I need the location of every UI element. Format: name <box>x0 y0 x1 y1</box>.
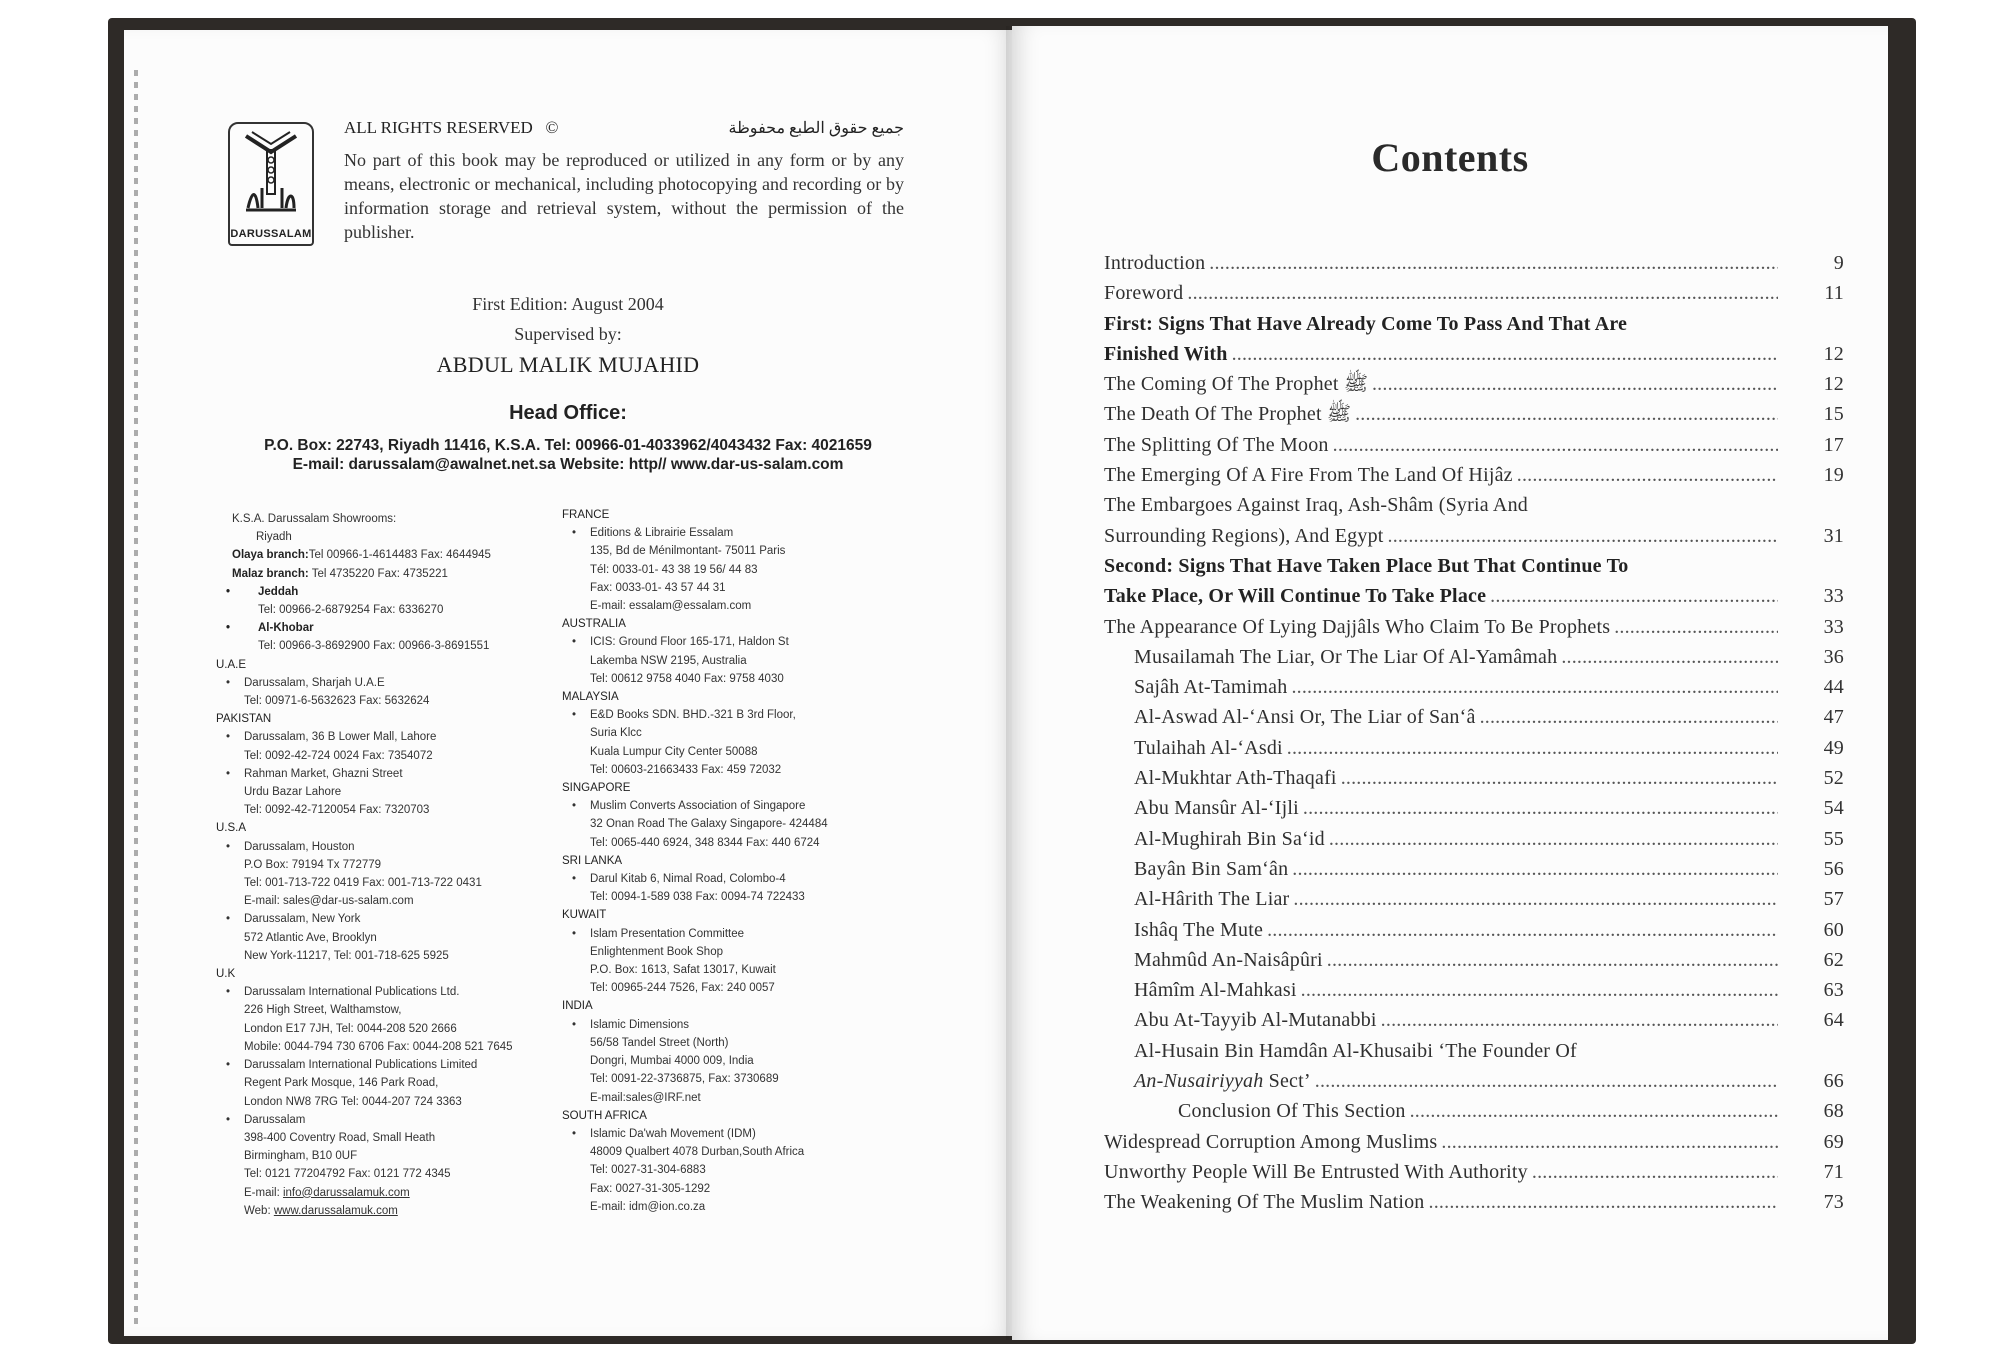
toc-page-number: 73 <box>1823 1191 1844 1214</box>
fr-fax: Fax: 0033-01- 43 57 44 31 <box>590 581 726 594</box>
toc-entry-label: Ishâq The Mute <box>1134 918 1264 941</box>
us-item-1-tel: Tel: 001-713-722 0419 Fax: 001-713-722 0431 <box>244 877 482 890</box>
toc-leader-dots <box>1441 1127 1778 1157</box>
toc-entry-label: The Appearance Of Lying Dajjâls Who Claim To Be Prophets <box>1104 615 1611 638</box>
toc-leader-dots <box>1381 1005 1778 1035</box>
uae-tel: Tel: 00971-6-5632623 Fax: 5632624 <box>244 695 430 708</box>
toc-entry-label: Surrounding Regions), And Egypt <box>1104 524 1384 547</box>
toc-entry[interactable] <box>1104 733 1844 763</box>
toc-entry-title <box>1134 915 1782 945</box>
toc-entry-label: The Emerging Of A Fire From The Land Of Hijâz <box>1104 464 1513 487</box>
toc-entry-label: Abu At-Tayyib Al-Mutanabbi <box>1134 1009 1377 1032</box>
copyright-page <box>124 30 1012 1336</box>
uae-heading: U.A.E <box>216 658 247 671</box>
toc-entry-text <box>1104 581 1486 611</box>
toc-leader-dots <box>1614 612 1778 642</box>
copyright-icon: © <box>545 118 559 137</box>
toc-leader-dots <box>1267 915 1778 945</box>
uk-item-3-web <box>216 1202 546 1220</box>
head-office-line2: E-mail: darussalam@awalnet.net.sa Website: http// www.dar-us-salam.com <box>292 456 844 473</box>
toc-entry[interactable] <box>1104 793 1844 823</box>
za-tel: Tel: 0027-31-304-6883 <box>590 1164 706 1177</box>
toc-leader-dots <box>1327 945 1778 975</box>
supervisor-name: ABDUL MALIK MUJAHID <box>436 352 700 377</box>
logo-emblem-icon <box>242 130 300 216</box>
toc-entry-title <box>1134 763 1782 793</box>
toc-page-number: 47 <box>1823 706 1844 729</box>
za-item: • Islamic Da'wah Movement (IDM) <box>562 1125 882 1143</box>
toc-page-number: 52 <box>1823 767 1844 790</box>
malaz-text: Tel 4735220 Fax: 4735221 <box>311 567 448 580</box>
uk-item-3-tel: Tel: 0121 77204792 Fax: 0121 772 4345 <box>244 1168 451 1181</box>
toc-page-number: 62 <box>1823 948 1844 971</box>
toc-entry[interactable] <box>1104 763 1844 793</box>
my-tel: Tel: 00603-21663433 Fax: 459 72032 <box>590 763 782 776</box>
toc-leader-dots <box>1388 521 1778 551</box>
toc-entry-text <box>1104 460 1513 490</box>
toc-entry[interactable] <box>1104 551 1844 612</box>
toc-leader-dots <box>1187 278 1778 308</box>
toc-page-number: 64 <box>1823 1009 1844 1032</box>
za-addr: 48009 Qualbert 4078 Durban,South Africa <box>590 1146 805 1159</box>
malaz-branch <box>216 565 546 583</box>
usa-heading: U.S.A <box>216 822 247 835</box>
sg-addr: 32 Onan Road The Galaxy Singapore- 424484 <box>590 818 828 831</box>
au-addr: Lakemba NSW 2195, Australia <box>590 654 747 667</box>
uk-item-3-email <box>216 1184 546 1202</box>
toc-leader-dots <box>1429 1187 1778 1217</box>
contents-title: Contents <box>1371 135 1529 180</box>
head-office-contact <box>124 436 1012 474</box>
toc-leader-dots <box>1341 763 1778 793</box>
toc-entry[interactable] <box>1104 915 1844 945</box>
toc-entry-label: The Coming Of The Prophet ﷺ <box>1104 373 1368 396</box>
za-email: E-mail: idm@ion.co.za <box>590 1200 706 1213</box>
toc-entry-label: Al-Mughirah Bin Sa‘id <box>1134 827 1325 850</box>
uk-item-2: • Darussalam International Publications Limited <box>216 1056 546 1074</box>
head-office-title: Head Office: <box>509 402 627 424</box>
edition-line: First Edition: August 2004 <box>472 294 664 314</box>
toc-entry[interactable] <box>1104 278 1844 308</box>
toc-entry[interactable] <box>1104 642 1844 672</box>
toc-leader-dots <box>1232 339 1778 369</box>
toc-entry-label: Sajâh At-Tamimah <box>1134 676 1288 699</box>
uk-item-3: • Darussalam <box>216 1111 546 1129</box>
srilanka-heading: SRI LANKA <box>562 854 623 867</box>
uk-item-1-addr: 226 High Street, Walthamstow, <box>244 1004 402 1017</box>
toc-entry-label: The Death Of The Prophet ﷺ <box>1104 403 1352 426</box>
toc-entry-text <box>1134 945 1323 975</box>
uk-web-link[interactable]: www.darussalamuk.com <box>273 1204 398 1217</box>
au-tel: Tel: 00612 9758 4040 Fax: 9758 4030 <box>590 672 784 685</box>
ksa-title: K.S.A. Darussalam Showrooms: <box>232 513 397 525</box>
khobar-tel: Tel: 00966-3-8692900 Fax: 00966-3-8691551 <box>258 640 490 653</box>
toc-entry-label: Widespread Corruption Among Muslims <box>1104 1130 1438 1153</box>
toc-entry[interactable] <box>1104 975 1844 1005</box>
rights-title <box>344 118 558 138</box>
pk-item-2: • Rahman Market, Ghazni Street <box>216 765 546 783</box>
toc-leader-dots <box>1209 248 1778 278</box>
toc-entry-label: Sect’ <box>1263 1070 1311 1093</box>
toc-leader-dots <box>1329 824 1778 854</box>
toc-entry-line1: Second: Signs That Have Taken Place But That Continue To <box>1104 554 1629 577</box>
sg-tel: Tel: 0065-440 6924, 348 8344 Fax: 440 6724 <box>590 836 820 849</box>
khobar-item: • Al-Khobar <box>216 619 546 637</box>
toc-entry[interactable] <box>1104 1096 1844 1126</box>
toc-entry[interactable] <box>1104 369 1844 399</box>
toc-entry-title <box>1134 884 1782 914</box>
toc-entry-title <box>1134 1005 1782 1035</box>
toc-entry-label: Hâmîm Al-Mahkasi <box>1134 979 1297 1002</box>
toc-entry[interactable] <box>1104 309 1844 370</box>
logo-brand: DARUSSALAM <box>230 228 312 240</box>
toc-page-number: 17 <box>1823 433 1844 456</box>
toc-entry-text <box>1104 1187 1425 1217</box>
supervised-label: Supervised by: <box>514 324 622 344</box>
toc-leader-dots <box>1291 672 1778 702</box>
us-item-1-box: P.O Box: 79194 Tx 772779 <box>244 858 382 871</box>
toc-entry-label: Introduction <box>1104 252 1206 274</box>
au-item: • ICIS: Ground Floor 165-171, Haldon St <box>562 633 882 651</box>
page-edge <box>134 70 138 1330</box>
toc-entry-title <box>1104 1127 1782 1157</box>
toc-entry-title <box>1134 733 1782 763</box>
pakistan-heading: PAKISTAN <box>216 713 272 726</box>
toc-entry-title <box>1104 430 1782 460</box>
toc-entry-text <box>1134 672 1287 702</box>
rights-block <box>344 118 904 244</box>
toc-entry-text <box>1134 702 1476 732</box>
us-item-1: • Darussalam, Houston <box>216 838 546 856</box>
toc-entry-title <box>1104 278 1782 308</box>
pk-item-1: • Darussalam, 36 B Lower Mall, Lahore <box>216 728 546 746</box>
toc-entry-text <box>1134 763 1337 793</box>
toc-page-number: 33 <box>1823 615 1844 638</box>
toc-page-number: 15 <box>1823 403 1844 426</box>
toc-page-number: 68 <box>1823 1100 1844 1123</box>
table-of-contents <box>1104 248 1844 1218</box>
toc-entry-title <box>1134 793 1782 823</box>
toc-entry-label: Unworthy People Will Be Entrusted With Authority <box>1104 1160 1528 1183</box>
my-item: • E&D Books SDN. BHD.-321 B 3rd Floor, <box>562 706 882 724</box>
jeddah-tel: Tel: 00966-2-6879254 Fax: 6336270 <box>258 604 444 617</box>
toc-leader-dots <box>1333 430 1778 460</box>
malaysia-heading: MALAYSIA <box>562 691 619 704</box>
us-item-1-email: E-mail: sales@dar-us-salam.com <box>244 895 414 908</box>
toc-leader-dots <box>1303 793 1778 823</box>
kuwait-heading: KUWAIT <box>562 909 607 922</box>
toc-entry[interactable] <box>1104 490 1844 551</box>
jeddah-item: • Jeddah <box>216 583 546 601</box>
uk-item-2-tel: London NW8 7RG Tel: 0044-207 724 3363 <box>244 1095 462 1108</box>
toc-entry-title <box>1104 248 1782 278</box>
kw-item: • Islam Presentation Committee <box>562 925 882 943</box>
darussalam-logo <box>228 122 314 246</box>
us-item-2-addr: 572 Atlantic Ave, Brooklyn <box>244 931 377 944</box>
toc-entry-text <box>1104 430 1329 460</box>
toc-entry-label: Conclusion Of This Section <box>1178 1100 1406 1123</box>
toc-entry[interactable] <box>1104 1036 1844 1097</box>
toc-entry-text <box>1134 884 1289 914</box>
toc-page-number: 9 <box>1833 252 1844 274</box>
toc-page-number: 69 <box>1823 1130 1844 1153</box>
toc-entry-title <box>1104 460 1782 490</box>
in-item: • Islamic Dimensions <box>562 1016 882 1034</box>
toc-entry-label: Mahmûd An-Naisâpûri <box>1134 948 1323 971</box>
toc-entry-text <box>1134 1066 1311 1096</box>
toc-page-number: 57 <box>1823 888 1844 911</box>
toc-leader-dots <box>1301 975 1778 1005</box>
fr-item: • Editions & Librairie Essalam <box>562 524 882 542</box>
toc-entry-title <box>1134 824 1782 854</box>
toc-entry-title <box>1134 1066 1782 1096</box>
toc-entry-label: Tulaihah Al-‘Asdi <box>1134 736 1283 759</box>
toc-entry-label: Al-Mukhtar Ath-Thaqafi <box>1134 767 1337 790</box>
toc-leader-dots <box>1287 733 1778 763</box>
toc-page-number: 60 <box>1823 918 1844 941</box>
toc-entry-label: Al-Aswad Al-‘Ansi Or, The Liar of San‘â <box>1134 706 1476 729</box>
toc-page-number: 54 <box>1823 797 1844 820</box>
singapore-heading: SINGAPORE <box>562 782 631 795</box>
head-office-line1: P.O. Box: 22743, Riyadh 11416, K.S.A. Tel: 00966-01-4033962/4043432 Fax: 4021659 <box>264 437 872 454</box>
toc-entry-title <box>1134 975 1782 1005</box>
toc-entry-title <box>1134 702 1782 732</box>
uae-item: • Darussalam, Sharjah U.A.E <box>216 674 546 692</box>
showrooms-column-1 <box>216 510 546 1220</box>
toc-entry-text <box>1104 521 1384 551</box>
uk-item-2-addr: Regent Park Mosque, 146 Park Road, <box>244 1077 439 1090</box>
fr-email: E-mail: essalam@essalam.com <box>590 600 752 613</box>
toc-leader-dots <box>1315 1066 1778 1096</box>
toc-entry[interactable] <box>1104 248 1844 278</box>
toc-entry-title <box>1104 339 1782 369</box>
toc-entry-label: Musailamah The Liar, Or The Liar Of Al-Yamâmah <box>1134 645 1558 668</box>
uk-email-link[interactable]: info@darussalamuk.com <box>282 1186 410 1199</box>
toc-page-number: 55 <box>1823 827 1844 850</box>
toc-entry-label: The Splitting Of The Moon <box>1104 433 1329 456</box>
us-item-2-tel: New York-11217, Tel: 001-718-625 5925 <box>244 949 449 962</box>
toc-leader-dots <box>1355 399 1778 429</box>
toc-page-number: 31 <box>1823 524 1844 547</box>
my-city: Kuala Lumpur City Center 50088 <box>590 745 758 758</box>
toc-page-number: 44 <box>1823 676 1844 699</box>
toc-leader-dots <box>1532 1157 1778 1187</box>
toc-entry-line1: Al-Husain Bin Hamdân Al-Khusaibi ‘The Founder Of <box>1134 1039 1577 1062</box>
toc-entry-title <box>1134 854 1782 884</box>
contents-page <box>1012 26 1888 1340</box>
toc-entry-label: Foreword <box>1104 282 1184 305</box>
za-fax: Fax: 0027-31-305-1292 <box>590 1182 711 1195</box>
in-email: E-mail:sales@IRF.net <box>590 1091 701 1104</box>
toc-entry-text <box>1104 1127 1437 1157</box>
toc-leader-dots <box>1490 581 1778 611</box>
toc-entry-label: Abu Mansûr Al-‘Ijli <box>1134 797 1299 820</box>
toc-entry-text <box>1104 339 1228 369</box>
uk-item-3-city: Birmingham, B10 0UF <box>244 1150 358 1163</box>
toc-entry-text <box>1134 824 1325 854</box>
toc-leader-dots <box>1293 884 1778 914</box>
rights-arabic: جميع حقوق الطبع محفوظة <box>728 120 904 137</box>
toc-entry-title <box>1134 945 1782 975</box>
toc-entry[interactable] <box>1104 824 1844 854</box>
toc-page-number: 19 <box>1823 464 1844 487</box>
kw-box: P.O. Box: 1613, Safat 13017, Kuwait <box>590 964 776 977</box>
toc-entry-text <box>1134 642 1557 672</box>
toc-entry-text <box>1104 399 1351 429</box>
toc-entry-text <box>1134 975 1297 1005</box>
my-addr: Suria Klcc <box>590 727 642 740</box>
toc-page-number: 63 <box>1823 979 1844 1002</box>
toc-entry-text <box>1134 1005 1377 1035</box>
toc-entry[interactable] <box>1104 430 1844 460</box>
toc-entry[interactable] <box>1104 702 1844 732</box>
toc-entry-text <box>1134 854 1288 884</box>
toc-entry-text <box>1134 915 1263 945</box>
uk-heading: U.K <box>216 968 236 981</box>
toc-entry-label: Take Place, Or Will Continue To Take Place <box>1104 585 1487 608</box>
olaya-label: Olaya branch: <box>232 549 309 562</box>
toc-leader-dots <box>1480 702 1778 732</box>
toc-entry-label: The Weakening Of The Muslim Nation <box>1104 1191 1425 1214</box>
toc-entry-text <box>1104 612 1610 642</box>
email-label: E-mail: <box>244 1186 283 1199</box>
toc-entry-text <box>1104 1157 1528 1187</box>
fr-tel: Tél: 0033-01- 43 38 19 56/ 44 83 <box>590 563 758 576</box>
in-addr: 56/58 Tandel Street (North) <box>590 1036 729 1049</box>
toc-entry-text <box>1104 278 1183 308</box>
pk-item-2-tel: Tel: 0092-42-7120054 Fax: 7320703 <box>244 804 430 817</box>
toc-page-number: 49 <box>1823 736 1844 759</box>
toc-entry[interactable] <box>1104 945 1844 975</box>
toc-leader-dots <box>1561 642 1778 672</box>
uk-item-3-addr: 398-400 Coventry Road, Small Heath <box>244 1131 436 1144</box>
uk-item-1: • Darussalam International Publications Ltd. <box>216 983 546 1001</box>
toc-page-number: 66 <box>1823 1070 1844 1093</box>
kw-shop: Enlightenment Book Shop <box>590 945 723 958</box>
toc-leader-dots <box>1372 369 1778 399</box>
toc-entry-italic: An-Nusairiyyah <box>1134 1070 1264 1093</box>
toc-entry[interactable] <box>1104 854 1844 884</box>
toc-leader-dots <box>1517 460 1778 490</box>
uk-item-1-mobile: Mobile: 0044-794 730 6706 Fax: 0044-208 521 7645 <box>244 1040 513 1053</box>
india-heading: INDIA <box>562 1000 593 1013</box>
toc-entry-title <box>1178 1096 1782 1126</box>
toc-entry-title <box>1104 369 1782 399</box>
ksa-city: Riyadh <box>256 531 292 544</box>
toc-entry[interactable] <box>1104 1187 1844 1217</box>
toc-entry-label: Al-Hârith The Liar <box>1134 888 1290 911</box>
toc-page-number: 56 <box>1823 857 1844 880</box>
toc-page-number: 12 <box>1823 342 1844 365</box>
france-heading: FRANCE <box>562 509 610 521</box>
toc-entry-label: Finished With <box>1104 342 1228 365</box>
toc-entry-label: Bayân Bin Sam‘ân <box>1134 857 1289 880</box>
toc-entry-title <box>1104 521 1782 551</box>
toc-entry-title <box>1104 1157 1782 1187</box>
uk-item-1-tel: London E17 7JH, Tel: 0044-208 520 2666 <box>244 1022 457 1035</box>
toc-entry-text <box>1134 733 1283 763</box>
lk-item: • Darul Kitab 6, Nimal Road, Colombo-4 <box>562 870 882 888</box>
toc-page-number: 33 <box>1823 585 1844 608</box>
lk-tel: Tel: 0094-1-589 038 Fax: 0094-74 722433 <box>590 891 805 904</box>
toc-entry[interactable] <box>1104 460 1844 490</box>
toc-entry-title <box>1104 581 1782 611</box>
toc-entry-title <box>1104 612 1782 642</box>
toc-entry-text <box>1178 1096 1406 1126</box>
toc-entry[interactable] <box>1104 1157 1844 1187</box>
rights-notice: No part of this book may be reproduced or utilized in any form or by any means, electronic or mechanical, including photocopying and recording or by information storage and retrieval system, without the permission of the publisher. <box>344 150 904 242</box>
toc-page-number: 12 <box>1823 373 1844 396</box>
malaz-label: Malaz branch: <box>232 567 309 580</box>
olaya-branch <box>216 546 546 564</box>
pk-item-1-tel: Tel: 0092-42-724 0024 Fax: 7354072 <box>244 749 433 762</box>
toc-leader-dots <box>1292 854 1778 884</box>
southafrica-heading: SOUTH AFRICA <box>562 1109 647 1122</box>
in-city: Dongri, Mumbai 4000 009, India <box>590 1055 754 1068</box>
web-label: Web: <box>244 1204 274 1217</box>
olaya-text: Tel 00966-1-4614483 Fax: 4644945 <box>308 549 491 562</box>
toc-entry-text <box>1104 248 1205 278</box>
rights-header <box>344 118 904 138</box>
toc-entry-text <box>1134 793 1299 823</box>
toc-entry-text <box>1104 369 1368 399</box>
rights-title-text: ALL RIGHTS RESERVED <box>344 118 533 137</box>
toc-entry[interactable] <box>1104 672 1844 702</box>
australia-heading: AUSTRALIA <box>562 618 626 631</box>
toc-entry[interactable] <box>1104 884 1844 914</box>
toc-entry-line1: The Embargoes Against Iraq, Ash-Shâm (Syria And <box>1104 494 1528 517</box>
toc-entry[interactable] <box>1104 1005 1844 1035</box>
sg-item: • Muslim Converts Association of Singapore <box>562 797 882 815</box>
toc-entry-line1: First: Signs That Have Already Come To Pass And That Are <box>1104 312 1628 335</box>
toc-entry-title <box>1104 399 1782 429</box>
toc-entry-title <box>1134 672 1782 702</box>
in-tel: Tel: 0091-22-3736875, Fax: 3730689 <box>590 1073 779 1086</box>
toc-entry[interactable] <box>1104 399 1844 429</box>
toc-page-number: 11 <box>1824 282 1844 305</box>
pk-item-2-addr: Urdu Bazar Lahore <box>244 786 342 799</box>
toc-entry-title <box>1134 642 1782 672</box>
toc-leader-dots <box>1410 1096 1778 1126</box>
us-item-2: • Darussalam, New York <box>216 910 546 928</box>
toc-entry[interactable] <box>1104 1127 1844 1157</box>
fr-addr: 135, Bd de Ménilmontant- 75011 Paris <box>590 545 786 558</box>
toc-page-number: 71 <box>1823 1160 1844 1183</box>
kw-tel: Tel: 00965-244 7526, Fax: 240 0057 <box>590 982 775 995</box>
toc-entry-title <box>1104 1187 1782 1217</box>
toc-entry[interactable] <box>1104 612 1844 642</box>
toc-page-number: 36 <box>1823 645 1844 668</box>
showrooms-column-2 <box>562 506 882 1216</box>
